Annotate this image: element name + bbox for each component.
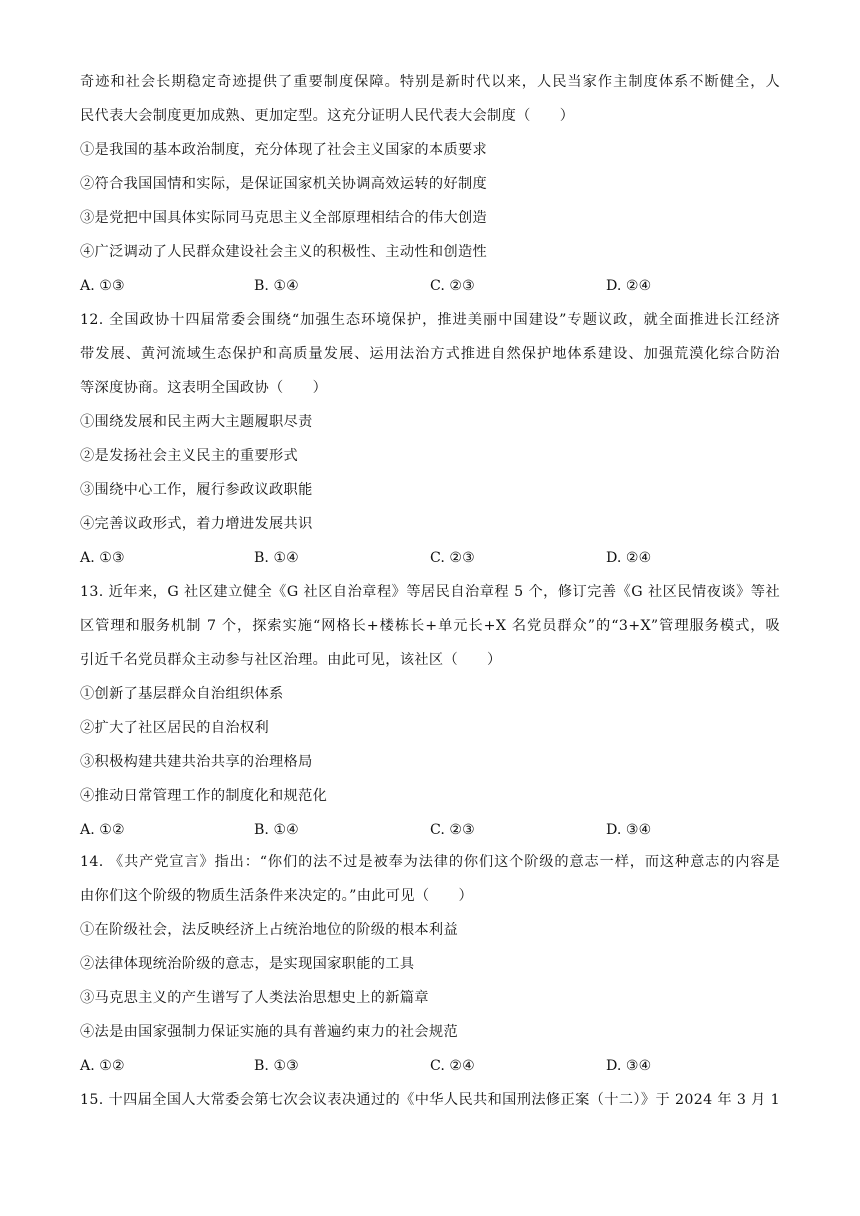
q13-option-c[interactable]: C. ②③ <box>430 822 475 838</box>
q14-statement-1: ①在阶级社会，法反映经济上占统治地位的阶级的根本利益 <box>80 922 458 938</box>
q14-option-b[interactable]: B. ①③ <box>254 1058 299 1074</box>
q12-option-c[interactable]: C. ②③ <box>430 550 475 566</box>
q12-stem-line-3: 等深度协商。这表明全国政协（ ） <box>80 380 328 396</box>
q14-option-a[interactable]: A. ①② <box>80 1058 125 1074</box>
q13-stem-line-3: 引近千名党员群众主动参与社区治理。由此可见，该社区（ ） <box>80 652 502 668</box>
q14-statement-4: ④法是由国家强制力保证实施的具有普遍约束力的社会规范 <box>80 1024 458 1040</box>
q13-option-a[interactable]: A. ①② <box>80 822 125 838</box>
q13-statement-2: ②扩大了社区居民的自治权利 <box>80 720 269 736</box>
q15-stem-line-1: 15. 十四届全国人大常委会第七次会议表决通过的《中华人民共和国刑法修正案（十二）》于 2024 年 3 月 1 <box>80 1092 780 1108</box>
q14-stem-line-1: 14. 《共产党宣言》指出：“你们的法不过是被奉为法律的你们这个阶级的意志一样，而这种意志的内容是 <box>80 854 780 870</box>
q12-option-d[interactable]: D. ②④ <box>606 550 652 566</box>
q11-statement-4: ④广泛调动了人民群众建设社会主义的积极性、主动性和创造性 <box>80 244 488 260</box>
q13-stem-line-1: 13. 近年来，G 社区建立健全《G 社区自治章程》等居民自治章程 5 个，修订完善《G 社区民情夜谈》等社 <box>80 584 780 600</box>
q12-stem-line-1: 12. 全国政协十四届常委会围绕“加强生态环境保护，推进美丽中国建设”专题议政，就全面推进长江经济 <box>80 312 780 328</box>
q13-statement-1: ①创新了基层群众自治组织体系 <box>80 686 284 702</box>
q12-statement-4: ④完善议政形式，着力增进发展共识 <box>80 516 313 532</box>
q11-option-a[interactable]: A. ①③ <box>80 278 125 294</box>
q14-option-d[interactable]: D. ③④ <box>606 1058 652 1074</box>
q13-statement-4: ④推动日常管理工作的制度化和规范化 <box>80 788 328 804</box>
q11-statement-1: ①是我国的基本政治制度，充分体现了社会主义国家的本质要求 <box>80 142 488 158</box>
q12-statement-2: ②是发扬社会主义民主的重要形式 <box>80 448 299 464</box>
q12-option-a[interactable]: A. ①③ <box>80 550 125 566</box>
q14-option-c[interactable]: C. ②④ <box>430 1058 475 1074</box>
q12-option-b[interactable]: B. ①④ <box>254 550 299 566</box>
q11-option-d[interactable]: D. ②④ <box>606 278 652 294</box>
q11-statement-2: ②符合我国国情和实际，是保证国家机关协调高效运转的好制度 <box>80 176 488 192</box>
q11-option-c[interactable]: C. ②③ <box>430 278 475 294</box>
q14-statement-2: ②法律体现统治阶级的意志，是实现国家职能的工具 <box>80 956 415 972</box>
q11-stem-line-1: 奇迹和社会长期稳定奇迹提供了重要制度保障。特别是新时代以来，人民当家作主制度体系不断健全，人 <box>80 74 780 90</box>
q12-statement-3: ③围绕中心工作，履行参政议政职能 <box>80 482 313 498</box>
q13-option-b[interactable]: B. ①④ <box>254 822 299 838</box>
q12-stem-line-2: 带发展、黄河流域生态保护和高质量发展、运用法治方式推进自然保护地体系建设、加强荒漠化综合防治 <box>80 346 780 362</box>
q13-statement-3: ③积极构建共建共治共享的治理格局 <box>80 754 313 770</box>
q13-option-d[interactable]: D. ③④ <box>606 822 652 838</box>
q14-statement-3: ③马克思主义的产生谱写了人类法治思想史上的新篇章 <box>80 990 429 1006</box>
q11-stem-line-2: 民代表大会制度更加成熟、更加定型。这充分证明人民代表大会制度（ ） <box>80 108 575 124</box>
q14-stem-line-2: 由你们这个阶级的物质生活条件来决定的。”由此可见（ ） <box>80 888 474 904</box>
q11-option-b[interactable]: B. ①④ <box>254 278 299 294</box>
q12-statement-1: ①围绕发展和民主两大主题履职尽责 <box>80 414 313 430</box>
q13-stem-line-2: 区管理和服务机制 7 个，探索实施“网格长+楼栋长+单元长+X 名党员群众”的“3+X”管理服务模式，吸 <box>80 618 780 634</box>
q11-statement-3: ③是党把中国具体实际同马克思主义全部原理相结合的伟大创造 <box>80 210 488 226</box>
